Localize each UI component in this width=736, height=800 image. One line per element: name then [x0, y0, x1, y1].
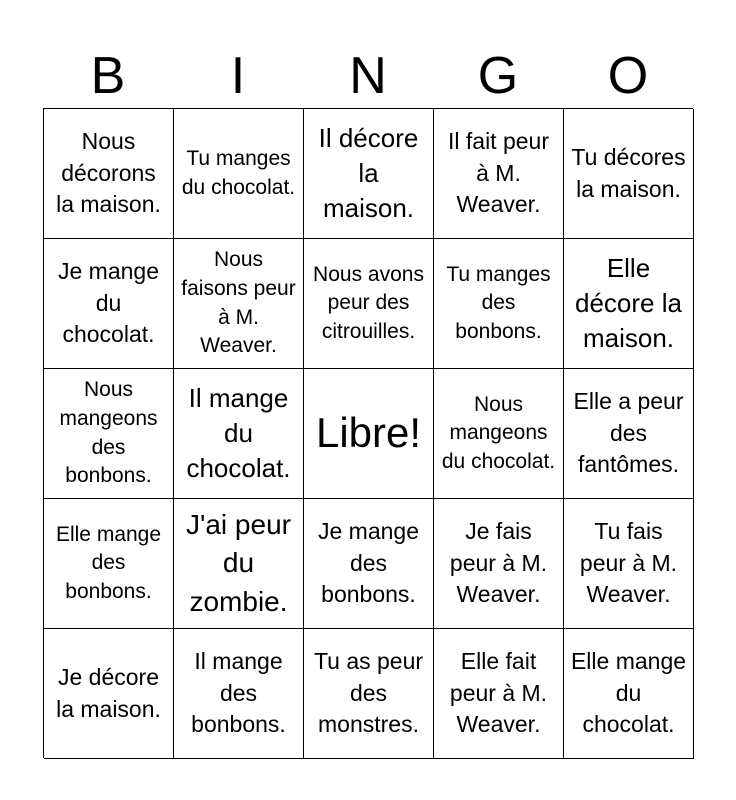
bingo-cell[interactable] — [564, 109, 694, 239]
cell-text: Nous mangeons du chocolat. — [441, 392, 556, 473]
bingo-cell[interactable] — [44, 629, 174, 759]
cell-text: J'ai peur du zombie. — [186, 509, 291, 617]
cell-text: Je fais peur à M. Weaver. — [449, 517, 548, 608]
cell-text: Elle mange du chocolat. — [570, 647, 687, 738]
cell-text: Je mange du chocolat. — [57, 257, 159, 348]
bingo-cell[interactable] — [174, 369, 304, 499]
header-letter-i: I — [230, 47, 246, 105]
bingo-cell[interactable] — [304, 499, 434, 629]
header-letter-g: G — [477, 47, 519, 105]
cell-text: Nous faisons peur à M. Weaver. — [181, 248, 296, 358]
free-space-cell[interactable] — [304, 369, 434, 499]
bingo-cell[interactable] — [564, 629, 694, 759]
bingo-cell[interactable] — [564, 499, 694, 629]
bingo-cell[interactable] — [44, 109, 174, 239]
header-letter-o: O — [607, 47, 649, 105]
header-letter-n: N — [349, 47, 387, 105]
bingo-cell[interactable] — [44, 369, 174, 499]
cell-text: Je mange des bonbons. — [317, 517, 419, 608]
cell-text: Elle fait peur à M. Weaver. — [449, 647, 548, 738]
cell-text: Je décore la maison. — [56, 663, 161, 722]
bingo-cell[interactable] — [434, 239, 564, 369]
bingo-cell[interactable] — [304, 109, 434, 239]
cell-text: Elle décore la maison. — [575, 252, 682, 354]
cell-text: Tu manges du chocolat. — [181, 146, 296, 199]
cell-text: Il mange des bonbons. — [191, 647, 286, 738]
bingo-cell[interactable] — [434, 369, 564, 499]
cell-text: Elle a peur des fantômes. — [573, 387, 684, 478]
bingo-header — [43, 44, 693, 108]
cell-text: Tu fais peur à M. Weaver. — [579, 517, 678, 608]
bingo-cell[interactable] — [304, 239, 434, 369]
cell-text: Il décore la maison. — [318, 122, 419, 224]
cell-text: Nous avons peur des citrouilles. — [313, 262, 424, 343]
bingo-cell[interactable] — [44, 499, 174, 629]
bingo-cell[interactable] — [434, 499, 564, 629]
bingo-cell[interactable] — [174, 239, 304, 369]
bingo-cell[interactable] — [304, 629, 434, 759]
bingo-cell[interactable] — [174, 109, 304, 239]
bingo-board — [43, 108, 693, 758]
cell-text: Il fait peur à M. Weaver. — [448, 127, 549, 218]
header-letter-b: B — [90, 47, 126, 105]
bingo-cell[interactable] — [564, 369, 694, 499]
cell-text: Nous mangeons des bonbons. — [59, 378, 158, 488]
cell-text: Tu as peur des monstres. — [313, 647, 424, 738]
bingo-cell[interactable] — [434, 629, 564, 759]
cell-text: Nous décorons la maison. — [56, 127, 161, 218]
bingo-cell[interactable] — [44, 239, 174, 369]
bingo-cell[interactable] — [174, 499, 304, 629]
free-space-text: Libre! — [315, 409, 422, 457]
cell-text: Elle mange des bonbons. — [55, 522, 162, 603]
bingo-cell[interactable] — [564, 239, 694, 369]
bingo-cell[interactable] — [434, 109, 564, 239]
cell-text: Tu manges des bonbons. — [446, 262, 551, 343]
bingo-cell[interactable] — [174, 629, 304, 759]
cell-text: Tu décores la maison. — [571, 143, 686, 202]
cell-text: Il mange du chocolat. — [186, 382, 291, 484]
